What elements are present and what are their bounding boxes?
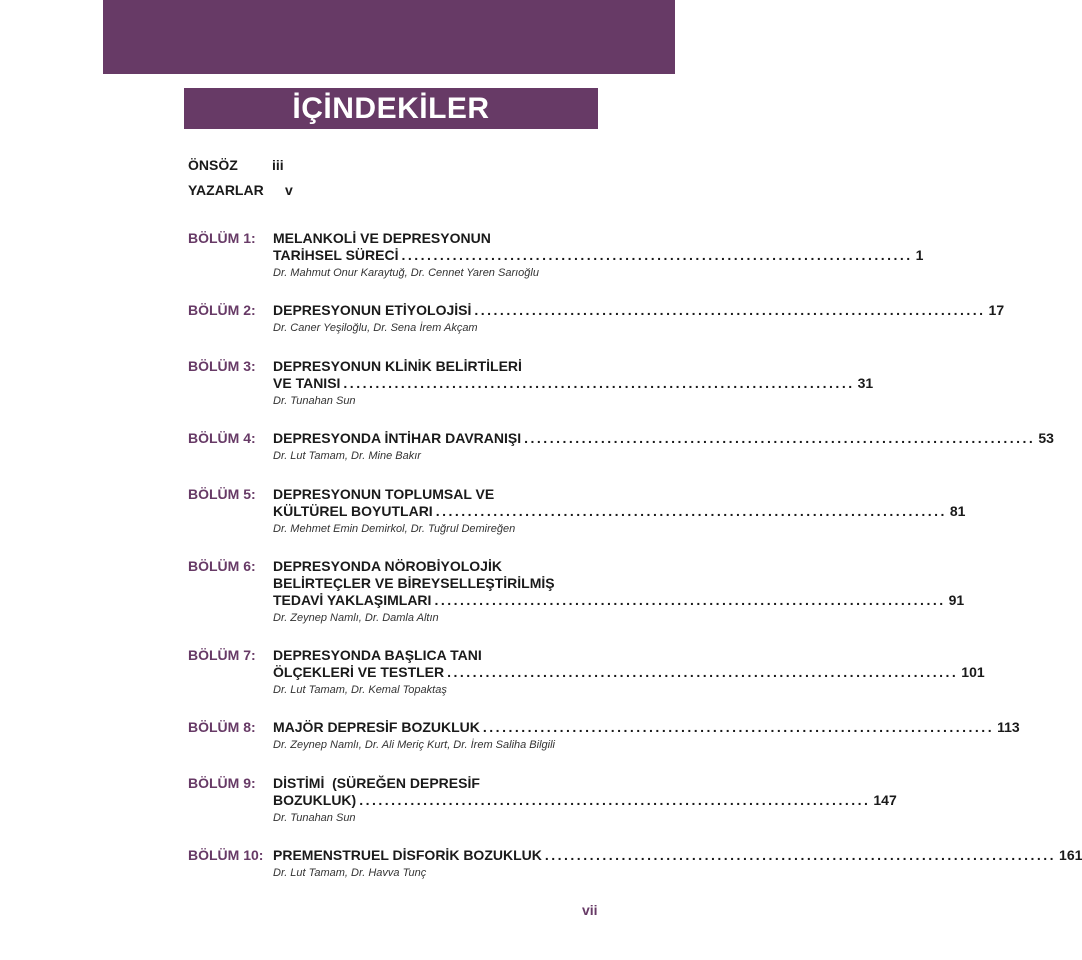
- chapter-page: 147: [873, 792, 897, 808]
- dot-leader: ................................................................................: [544, 847, 1057, 863]
- chapter-title: ÖLÇEKLERİ VE TESTLER: [273, 664, 445, 680]
- chapter-title: BOZUKLUK): [273, 792, 357, 808]
- dot-leader: ................................................................................: [343, 375, 855, 391]
- dot-leader: ................................................................................: [434, 592, 946, 608]
- chapter-title-last-line: [273, 375, 874, 392]
- dot-leader: ................................................................................: [474, 302, 986, 318]
- chapter-number: BÖLÜM 9:: [188, 775, 256, 791]
- chapter-title: DEPRESYONUN TOPLUMSAL VE: [273, 486, 495, 502]
- chapter-title: DEPRESYONUN ETİYOLOJİSİ: [273, 302, 472, 318]
- chapter-number: BÖLÜM 7:: [188, 647, 256, 663]
- header-band: [103, 0, 675, 74]
- chapter-title: BELİRTEÇLER VE BİREYSELLEŞTİRİLMİŞ: [273, 575, 555, 591]
- chapter-page: 31: [857, 375, 874, 391]
- chapter-page: 81: [949, 503, 966, 519]
- chapter-title-last-line: [273, 430, 1054, 447]
- chapter-number: BÖLÜM 8:: [188, 719, 256, 735]
- chapter-title-last-line: [273, 719, 1020, 736]
- page-number: vii: [582, 902, 598, 918]
- dot-leader: ................................................................................: [435, 503, 947, 519]
- chapter-title-last-line: [273, 302, 1005, 319]
- chapter-title: DEPRESYONDA İNTİHAR DAVRANIŞI: [273, 430, 522, 446]
- dot-leader: ................................................................................: [482, 719, 995, 735]
- chapter-authors: Dr. Zeynep Namlı, Dr. Ali Meriç Kurt, Dr. İrem Saliha Bilgili: [273, 739, 555, 751]
- chapter-page: 113: [997, 719, 1020, 735]
- front-matter-label: YAZARLAR: [188, 182, 264, 198]
- chapter-page: 53: [1038, 430, 1054, 446]
- page-title: İÇİNDEKİLER: [184, 88, 598, 129]
- dot-leader: ................................................................................: [401, 247, 913, 263]
- chapter-title: DEPRESYONUN KLİNİK BELİRTİLERİ: [273, 358, 522, 374]
- chapter-page: 1: [915, 247, 924, 263]
- chapter-number: BÖLÜM 4:: [188, 430, 256, 446]
- dot-leader: ................................................................................: [524, 430, 1036, 446]
- chapter-authors: Dr. Lut Tamam, Dr. Mine Bakır: [273, 450, 421, 462]
- dot-leader: ................................................................................: [447, 664, 959, 680]
- chapter-number: BÖLÜM 1:: [188, 230, 256, 246]
- chapter-number: BÖLÜM 6:: [188, 558, 256, 574]
- chapter-number: BÖLÜM 5:: [188, 486, 256, 502]
- front-matter-label: ÖNSÖZ: [188, 157, 238, 173]
- chapter-authors: Dr. Caner Yeşiloğlu, Dr. Sena İrem Akçam: [273, 322, 478, 334]
- chapter-number: BÖLÜM 2:: [188, 302, 256, 318]
- chapter-title-last-line: [273, 847, 1082, 864]
- chapter-page: 161: [1059, 847, 1082, 863]
- chapter-title: TEDAVİ YAKLAŞIMLARI: [273, 592, 432, 608]
- front-matter-page: iii: [272, 157, 284, 173]
- chapter-page: 17: [988, 302, 1005, 318]
- chapter-title-last-line: [273, 592, 965, 609]
- chapter-authors: Dr. Mehmet Emin Demirkol, Dr. Tuğrul Demireğen: [273, 523, 516, 535]
- chapter-title: DİSTİMİ (SÜREĞEN DEPRESİF: [273, 775, 480, 791]
- chapter-title: VE TANISI: [273, 375, 341, 391]
- chapter-title: PREMENSTRUEL DİSFORİK BOZUKLUK: [273, 847, 542, 863]
- chapter-authors: Dr. Tunahan Sun: [273, 395, 356, 407]
- chapter-authors: Dr. Mahmut Onur Karaytuğ, Dr. Cennet Yaren Sarıoğlu: [273, 267, 539, 279]
- chapter-title: DEPRESYONDA NÖROBİYOLOJİK: [273, 558, 502, 574]
- chapter-authors: Dr. Lut Tamam, Dr. Kemal Topaktaş: [273, 684, 447, 696]
- chapter-title: DEPRESYONDA BAŞLICA TANI: [273, 647, 482, 663]
- chapter-title: TARİHSEL SÜRECİ: [273, 247, 399, 263]
- chapter-title: KÜLTÜREL BOYUTLARI: [273, 503, 433, 519]
- chapter-number: BÖLÜM 10:: [188, 847, 264, 863]
- chapter-title-last-line: [273, 664, 985, 681]
- dot-leader: ................................................................................: [359, 792, 871, 808]
- chapter-page: 91: [948, 592, 965, 608]
- chapter-title-last-line: [273, 792, 897, 809]
- chapter-title-last-line: [273, 247, 924, 264]
- chapter-number: BÖLÜM 3:: [188, 358, 256, 374]
- chapter-authors: Dr. Tunahan Sun: [273, 812, 356, 824]
- chapter-title: MELANKOLİ VE DEPRESYONUN: [273, 230, 491, 246]
- chapter-authors: Dr. Zeynep Namlı, Dr. Damla Altın: [273, 612, 439, 624]
- chapter-authors: Dr. Lut Tamam, Dr. Havva Tunç: [273, 867, 427, 879]
- chapter-page: 101: [961, 664, 985, 680]
- chapter-title: MAJÖR DEPRESİF BOZUKLUK: [273, 719, 480, 735]
- front-matter-page: v: [285, 182, 293, 198]
- chapter-title-last-line: [273, 503, 966, 520]
